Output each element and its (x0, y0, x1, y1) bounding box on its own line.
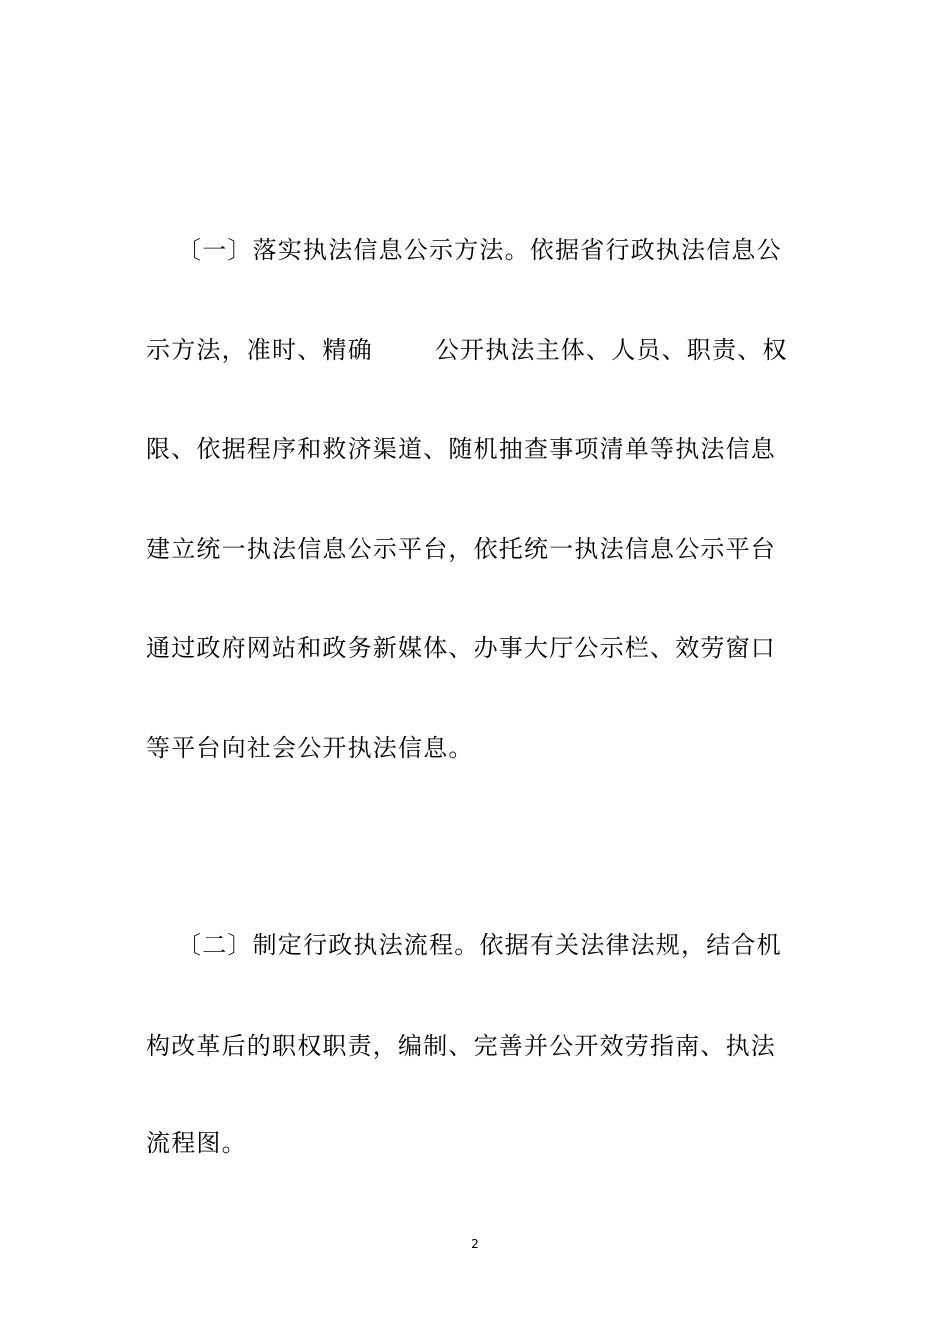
paragraph-1-line-5: 通过政府网站和政务新媒体、办事大厅公示栏、效劳窗口 (146, 634, 776, 662)
paragraph-1-line-3: 限、依据程序和救济渠道、随机抽查事项清单等执法信息 (146, 435, 776, 463)
paragraph-2-line-3: 流程图。 (146, 1129, 247, 1157)
paragraph-2-line-2: 构改革后的职权职责，编制、完善并公开效劳指南、执法 (146, 1032, 776, 1060)
paragraph-1-line-6: 等平台向社会公开执法信息。 (146, 734, 474, 762)
paragraph-2-line-1: 〔二〕制定行政执法流程。依据有关法律法规，结合机 (177, 931, 782, 959)
paragraph-1-line-4: 建立统一执法信息公示平台，依托统一执法信息公示平台 (146, 535, 776, 563)
paragraph-1-line-2-part-a: 示方法，准时、精确 (146, 336, 373, 364)
paragraph-1-line-2 (146, 336, 788, 364)
page-number: 2 (471, 1237, 479, 1251)
paragraph-1-line-1: 〔一〕落实执法信息公示方法。依据省行政执法信息公 (177, 236, 782, 264)
paragraph-1-line-2-part-b: 公开执法主体、人员、职责、权 (434, 336, 788, 364)
